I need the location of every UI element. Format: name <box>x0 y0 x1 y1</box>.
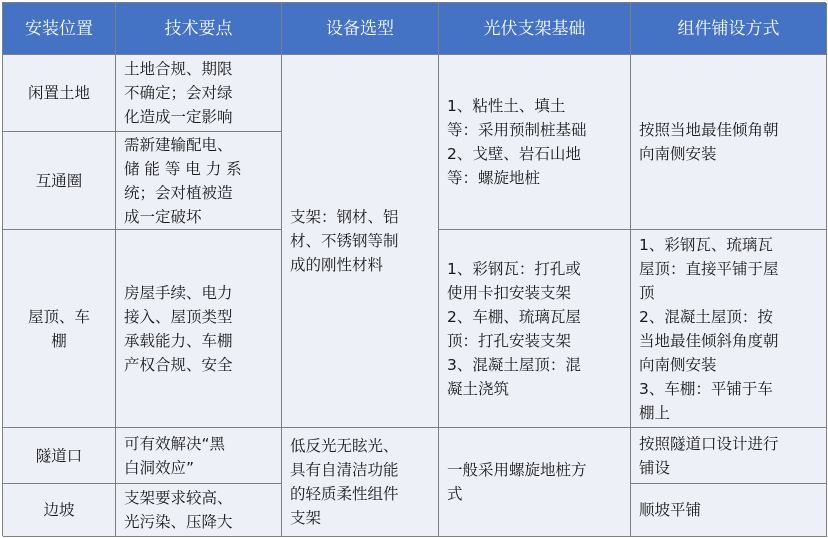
header-foundation: 光伏支架基础 <box>439 3 631 55</box>
layout-land: 按照当地最佳倾角朝 向南侧安装 <box>631 55 827 230</box>
location-roof-carport: 屋顶、车 棚 <box>3 230 116 428</box>
header-tech-points: 技术要点 <box>116 3 282 55</box>
tech-slope: 支架要求较高、 光污染、压降大 <box>116 484 282 537</box>
tech-roof-carport: 房屋手续、电力 接入、屋顶类型 承载能力、车棚 产权合规、安全 <box>116 230 282 428</box>
foundation-land: 1、粘性土、填土 等：采用预制桩基础 2、戈壁、岩石山地 等：螺旋地桩 <box>439 55 631 230</box>
foundation-roof: 1、彩钢瓦：打孔或 使用卡扣安装支架 2、车棚、琉璃瓦屋 顶：打孔安装支架 3、混凝土屋顶：混 凝土浇筑 <box>439 230 631 428</box>
location-slope: 边坡 <box>3 484 116 537</box>
header-layout: 组件铺设方式 <box>631 3 827 55</box>
header-equipment: 设备选型 <box>282 3 439 55</box>
installation-table <box>2 2 826 536</box>
layout-slope: 顺坡平铺 <box>631 484 827 537</box>
location-interchange: 互通圈 <box>3 132 116 230</box>
equipment-flexible: 低反光无眩光、 具有自清洁功能 的轻质柔性组件 支架 <box>282 428 439 537</box>
tech-idle-land: 土地合规、期限 不确定；会对绿 化造成一定影响 <box>116 55 282 132</box>
tech-tunnel: 可有效解决“黑 白洞效应” <box>116 428 282 484</box>
equipment-rigid: 支架：钢材、铝 材、不锈钢等制 成的刚性材料 <box>282 55 439 428</box>
foundation-tunnel-slope: 一般采用螺旋地桩方 式 <box>439 428 631 537</box>
layout-tunnel: 按照隧道口设计进行 铺设 <box>631 428 827 484</box>
layout-roof: 1、彩钢瓦、琉璃瓦 屋顶：直接平铺于屋 顶 2、混凝土屋顶：按 当地最佳倾斜角度朝 向南侧安装 3、车棚：平铺于车 棚上 <box>631 230 827 428</box>
location-tunnel: 隧道口 <box>3 428 116 484</box>
header-location: 安装位置 <box>3 3 116 55</box>
location-idle-land: 闲置土地 <box>3 55 116 132</box>
tech-interchange: 需新建输配电、 储 能 等 电 力 系 统；会对植被造 成一定破坏 <box>116 132 282 230</box>
